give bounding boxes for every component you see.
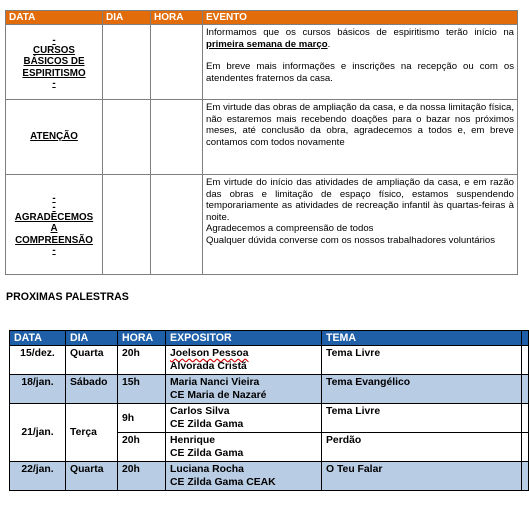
table-row bbox=[10, 462, 529, 491]
palestra-data: 15/dez. bbox=[10, 346, 66, 375]
palestra-data: 21/jan. bbox=[10, 404, 66, 462]
event-dia-cell bbox=[103, 25, 151, 100]
palestra-data: 18/jan. bbox=[10, 375, 66, 404]
event-dia-cell bbox=[103, 175, 151, 275]
table-row bbox=[10, 404, 529, 433]
event-label-line: CURSOS bbox=[33, 44, 75, 56]
event-row-cursos bbox=[6, 25, 518, 100]
palestra-tema: Tema Evangélico bbox=[322, 375, 522, 404]
event-hora-cell bbox=[151, 25, 203, 100]
event-hora-cell bbox=[151, 175, 203, 275]
palestras-header-data: DATA bbox=[10, 331, 66, 346]
events-header-dia: DIA bbox=[103, 11, 151, 25]
expositor-name: Henrique bbox=[170, 435, 216, 446]
event-row-atencao bbox=[6, 100, 518, 175]
event-paragraph: Em virtude do início das atividades de ampliação da casa, e em razão das obras e limitação de espaço físico, estamos suspendendo temporariamente as atividades de recreação infantil às quartas-feiras à noite. bbox=[206, 177, 514, 223]
expositor-name: Maria Nanci Vieira bbox=[170, 377, 260, 388]
event-paragraph: Agradecemos a compreensão de todos bbox=[206, 223, 374, 235]
palestra-expositor bbox=[166, 462, 322, 491]
palestra-dia: Sábado bbox=[66, 375, 118, 404]
palestra-tema: O Teu Falar bbox=[322, 462, 522, 491]
event-row-agradecemos bbox=[6, 175, 518, 275]
palestras-title: PROXIMAS PALESTRAS bbox=[6, 291, 129, 303]
palestra-hora: 20h bbox=[118, 433, 166, 462]
events-header-data: DATA bbox=[6, 11, 103, 25]
event-text-cursos bbox=[203, 25, 518, 100]
palestras-header-tema: TEMA bbox=[322, 331, 522, 346]
table-row bbox=[10, 375, 529, 404]
palestra-dia: Quarta bbox=[66, 346, 118, 375]
palestras-header-row bbox=[10, 331, 529, 346]
event-hora-cell bbox=[151, 100, 203, 175]
table-row bbox=[10, 346, 529, 375]
event-highlight: primeira semana de março bbox=[206, 38, 328, 50]
palestra-tema: Tema Livre bbox=[322, 346, 522, 375]
palestra-hora: 20h bbox=[118, 462, 166, 491]
events-header-row bbox=[6, 11, 518, 25]
events-table bbox=[5, 10, 518, 275]
palestras-header-dia: DIA bbox=[66, 331, 118, 346]
event-dia-cell bbox=[103, 100, 151, 175]
palestra-tema: Tema Livre bbox=[322, 404, 522, 433]
event-label-agradecemos: - - AGRADECEMOS A COMPREENSÃO - bbox=[6, 175, 103, 275]
expositor-name: Carlos Silva bbox=[170, 406, 230, 417]
palestras-header-hora: HORA bbox=[118, 331, 166, 346]
event-paragraph: Em virtude das obras de ampliação da casa, e da nossa limitação física, não estaremos mais recebendo doações para o bazar nos próximos meses, até conclusão da obra, agradecemos a todos e, em breve contamos com todos novamente bbox=[206, 102, 514, 148]
event-text-agradecemos bbox=[203, 175, 518, 275]
palestra-hora: 9h bbox=[118, 404, 166, 433]
palestra-expositor bbox=[166, 346, 322, 375]
event-label-line: A bbox=[50, 223, 58, 235]
palestra-expositor bbox=[166, 404, 322, 433]
palestras-header-extra bbox=[522, 331, 529, 346]
palestra-dia: Quarta bbox=[66, 462, 118, 491]
event-label-cursos: - CURSOS BÁSICOS DE ESPIRITISMO - bbox=[6, 25, 103, 100]
palestra-tema: Perdão bbox=[322, 433, 522, 462]
expositor-org: CE Zilda Gama CEAK bbox=[170, 477, 276, 488]
palestra-dia: Terça bbox=[66, 404, 118, 462]
event-label-line: ATENÇÃO bbox=[30, 131, 78, 143]
palestras-table bbox=[9, 330, 529, 491]
expositor-org: CE Maria de Nazaré bbox=[170, 390, 267, 401]
event-label-atencao bbox=[6, 100, 103, 175]
palestra-expositor bbox=[166, 375, 322, 404]
expositor-org: Alvorada Cristã bbox=[170, 361, 247, 372]
expositor-name: Luciana Rocha bbox=[170, 464, 244, 475]
palestra-hora: 20h bbox=[118, 346, 166, 375]
event-label-line: AGRADECEMOS bbox=[14, 211, 94, 223]
expositor-org: CE Zilda Gama bbox=[170, 448, 244, 459]
palestra-data: 22/jan. bbox=[10, 462, 66, 491]
palestra-expositor bbox=[166, 433, 322, 462]
palestra-hora: 15h bbox=[118, 375, 166, 404]
expositor-name: Joelson Pessoa bbox=[170, 348, 249, 359]
expositor-org: CE Zilda Gama bbox=[170, 419, 244, 430]
events-header-hora: HORA bbox=[151, 11, 203, 25]
event-paragraph: Informamos que os cursos básicos de espiritismo terão início na primeira semana de março. bbox=[206, 27, 514, 50]
event-text-atencao bbox=[203, 100, 518, 175]
event-label-line: BÁSICOS DE bbox=[23, 56, 85, 68]
event-paragraph: Qualquer dúvida converse com os nossos trabalhadores voluntários bbox=[206, 234, 496, 246]
event-label-line: ESPIRITISMO bbox=[22, 67, 86, 79]
palestras-header-expositor: EXPOSITOR bbox=[166, 331, 322, 346]
event-paragraph: Em breve mais informações e inscrições na recepção ou com os atendentes fraternos da casa. bbox=[206, 61, 514, 84]
event-label-line: COMPREENSÃO bbox=[15, 234, 93, 246]
events-header-evento: EVENTO bbox=[203, 11, 518, 25]
